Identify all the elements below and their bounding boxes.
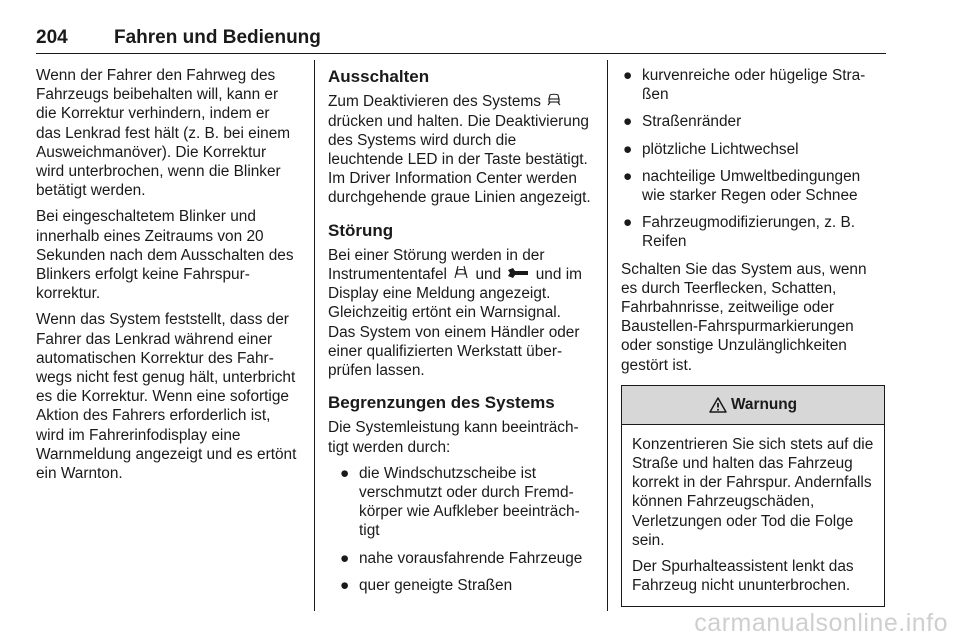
column-1 <box>36 66 298 490</box>
lane-departure-warning-icon <box>453 265 469 284</box>
list-item: ● Fahrzeugmodifizierungen, z. B. Reifen <box>623 214 856 251</box>
section-heading-fault: Störung <box>328 220 394 240</box>
fault-text-a: Bei einer Störung werden in der Instrumententafel <box>328 246 545 283</box>
section-heading-limits: Begrenzungen des Systems <box>328 393 555 413</box>
paragraph: Wenn der Fahrer den Fahrweg des Fahrzeugs beibehalten will, kann er die Korrektur verhindern, indem er das Lenkrad fest hält (z. B. bei einem Ausweichmanöver). Die Korrektur wird unterbrochen, wenn die Blinker betätigt werden. <box>36 67 291 200</box>
column-divider-1 <box>314 60 315 611</box>
bullet-icon: ● <box>623 67 633 84</box>
limits-list <box>338 464 592 595</box>
bullet-icon: ● <box>623 113 633 131</box>
column-3 <box>621 66 885 607</box>
list-item: ● nahe vorausfahrende Fahrzeuge <box>340 549 583 567</box>
paragraph: Bei eingeschaltetem Blinker und innerhalb eines Zeitraums von 20 Sekunden nach dem Ausschalten des Blinkers erfolgt keine Fahrspurkorrektur. <box>36 208 294 303</box>
page-title: Fahren und Bedienung <box>114 27 321 48</box>
list-item: ● nachteilige Umweltbedingungen wie starker Regen oder Schnee <box>623 167 861 205</box>
page-header <box>36 27 886 54</box>
paragraph: Wenn das System feststellt, dass der Fahrer das Lenkrad während einer automatischen Korrektur des Fahrwegs nicht fest genug hält, unterbricht es die Korrektur. Wenn eine sofortige Aktion des Fahrers erforderlich ist, wird im Fahrerinfodisplay eine Warnmeldung angezeigt und es ertönt ein Warnton. <box>36 311 297 483</box>
section-heading-off: Ausschalten <box>328 67 430 86</box>
limits-list-continued <box>621 66 885 252</box>
off-text-b: drücken und halten. Die Deaktivierung des Systems wird durch die leuchtende LED in der Taste bestätigt. Im Driver Information Center werden durchgehende graue Linien angezeigt. <box>328 112 591 207</box>
bullet-icon: ● <box>340 576 350 594</box>
warning-header <box>622 386 884 425</box>
list-item: ● die Windschutzscheibe ist verschmutzt oder durch Fremdkörper wie Aufkleber beeinträchtigt <box>340 464 580 540</box>
lane-keep-assist-icon <box>547 92 561 111</box>
bullet-icon: ● <box>623 167 633 185</box>
page-number: 204 <box>36 27 68 48</box>
list-item: ● kurvenreiche oder hügelige Straßen <box>623 67 866 104</box>
warning-box <box>621 385 885 608</box>
off-text-a: Zum Deaktivieren des Systems <box>328 93 541 110</box>
bullet-icon: ● <box>340 549 350 567</box>
list-item: ● quer geneigte Straßen <box>340 576 513 594</box>
list-item: ● Straßenränder <box>623 113 742 131</box>
list-item: ● plötzliche Lichtwechsel <box>623 140 799 158</box>
warning-triangle-icon <box>709 397 727 413</box>
warning-paragraph: Der Spurhalteassistent lenkt das Fahrzeug nicht ununterbrochen. <box>632 558 854 595</box>
column-divider-2 <box>607 60 608 611</box>
fault-and-2: und <box>535 265 562 283</box>
limits-intro: Die Systemleistung kann beeinträchtigt werden durch: <box>328 419 579 456</box>
fault-and-1: und <box>475 265 502 283</box>
warning-paragraph: Konzentrieren Sie sich stets auf die Straße und halten das Fahrzeug korrekt in der Fahrspur. Andernfalls können Fahrzeugschäden, Verletzungen oder Tod die Folge sein. <box>632 435 874 549</box>
column-2 <box>328 66 592 603</box>
wrench-icon <box>507 265 529 284</box>
paragraph: Schalten Sie das System aus, wenn es durch Teerflecken, Schatten, Fahrbahnrisse, zeitweilige oder Baustellen-Fahrspurmarkierungen oder sonstige Unzulänglichkeiten gestört ist. <box>621 260 867 374</box>
off-paragraph <box>328 92 592 208</box>
warning-title: Warnung <box>730 396 798 414</box>
bullet-icon: ● <box>623 140 633 158</box>
fault-text-b: im Display eine Meldung angezeigt. Gleichzeitig ertönt ein Warnsignal. Das System von einem Händler oder einer qualifizierten Werkstatt überprüfen lassen. <box>328 265 582 380</box>
bullet-icon: ● <box>623 214 633 232</box>
watermark: carmanualsonline.info <box>694 609 948 637</box>
warning-body <box>622 425 884 607</box>
fault-paragraph <box>328 246 592 381</box>
bullet-icon: ● <box>340 464 350 482</box>
